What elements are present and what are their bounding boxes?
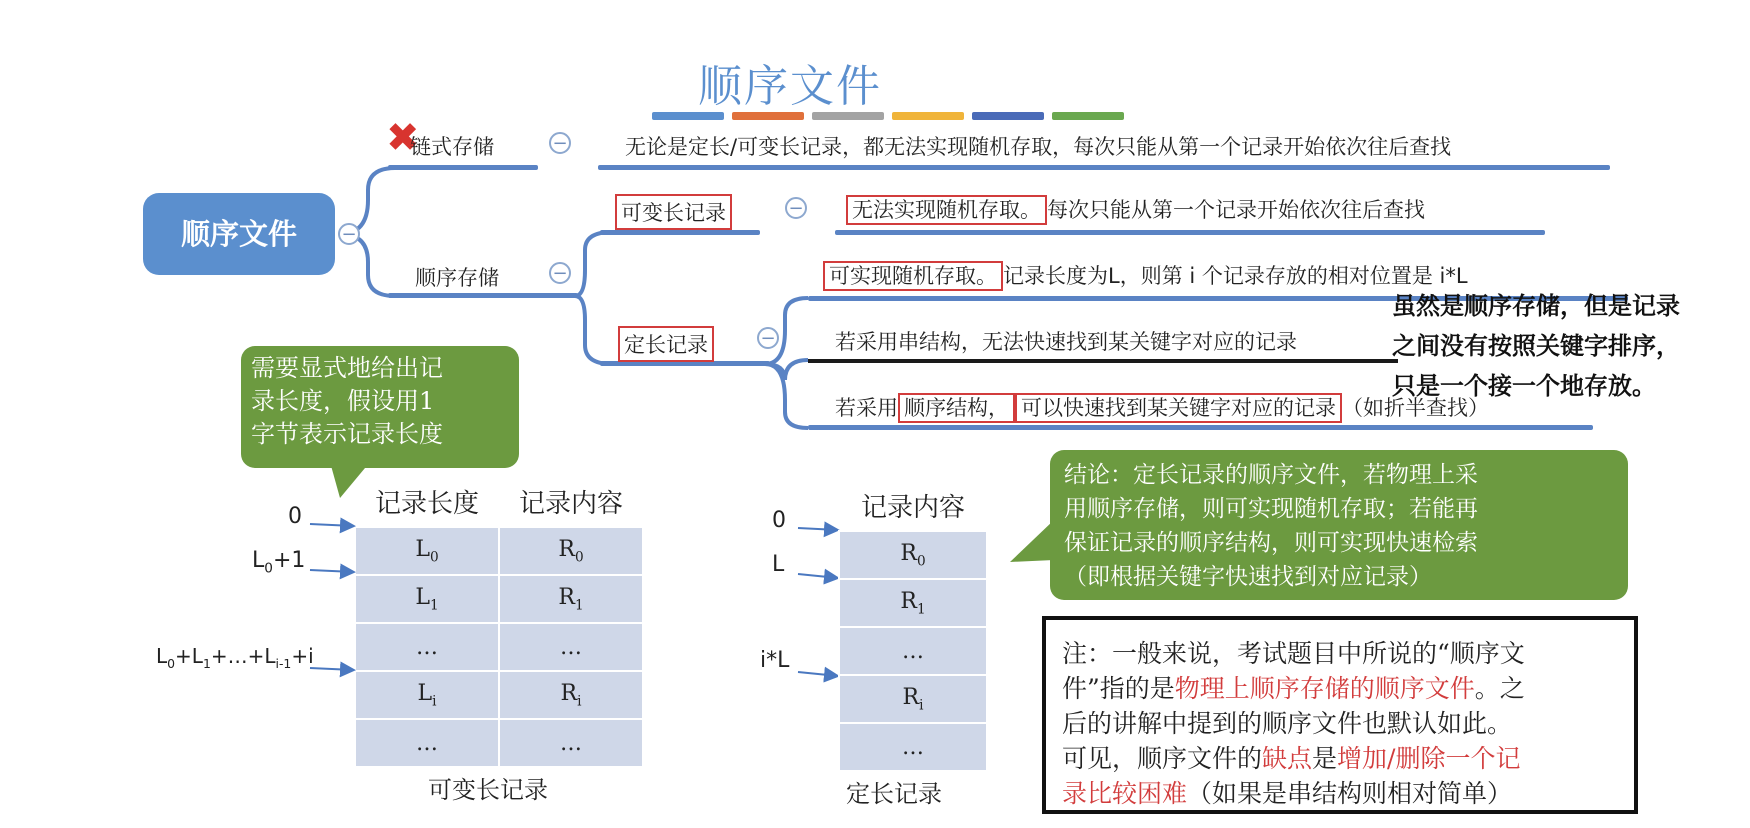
callout-line: 用顺序存储，则可实现随机存取；若能再 [1064, 496, 1478, 522]
pointer-label: $L_0+L_1+\dots+L_{i-1}+i$ [156, 644, 314, 671]
callout-line: 需要显式地给出记 [251, 354, 443, 382]
table-cell: … [839, 723, 987, 771]
page-title: 顺序文件 [698, 61, 882, 112]
note-line: 件”指的是物理上顺序存储的顺序文件。之 [1062, 674, 1525, 703]
callout-line: 保证记录的顺序结构，则可实现快速检索 [1064, 530, 1478, 556]
table-cell: … [355, 719, 499, 767]
callout-line: 字节表示记录长度 [251, 420, 443, 448]
branch-chain-label: 链式存储 [410, 135, 494, 159]
pointer-label: 0 [772, 508, 786, 533]
root-node: 顺序文件 [143, 193, 335, 275]
collapse-toggle[interactable]: − [757, 327, 779, 349]
table-header: 记录内容 [518, 489, 623, 519]
fixed-item-3-box1: 顺序结构， [898, 393, 1015, 423]
callout-line: 结论：定长记录的顺序文件，若物理上采 [1064, 462, 1478, 488]
fixed-item-2: 若采用串结构，无法快速找到某关键字对应的记录 [835, 330, 1297, 354]
branch-seq-label: 顺序存储 [415, 266, 499, 290]
table-cell: $L_0$ [355, 527, 499, 575]
fixed-item-3-box2: 可以快速找到某关键字对应的记录 [1015, 393, 1342, 423]
side-note-line: 虽然是顺序存储，但是记录 [1392, 292, 1680, 320]
collapse-toggle[interactable]: − [549, 262, 571, 284]
fixed-table-caption: 定长记录 [846, 780, 942, 808]
side-note-line: 只是一个接一个地存放。 [1392, 372, 1656, 400]
note-line: 注：一般来说，考试题目中所说的“顺序文 [1062, 639, 1525, 668]
fixed-item-1-boxed: 可实现随机存取。 [823, 261, 1003, 291]
variable-record-label: 可变长记录 [615, 194, 732, 230]
fixed-record-table [838, 486, 988, 772]
table-cell: $R_1$ [499, 575, 643, 623]
fixed-item-1-rest: 记录长度为L，则第 i 个记录存放的相对位置是 i*L [1003, 264, 1468, 288]
pointer-label: L [772, 552, 785, 577]
variable-record-desc-rest: 每次只能从第一个记录开始依次往后查找 [1047, 198, 1425, 222]
callout-line: （即根据关键字快速找到对应记录） [1064, 564, 1432, 590]
collapse-toggle[interactable]: − [785, 197, 807, 219]
variable-record-desc-boxed: 无法实现随机存取。 [846, 195, 1047, 225]
pointer-label: i*L [760, 648, 790, 673]
table-cell: … [355, 623, 499, 671]
note-box [1042, 616, 1638, 814]
table-cell: … [839, 627, 987, 675]
pointer-label: 0 [288, 504, 302, 529]
table-cell: … [499, 719, 643, 767]
table-cell: $R_1$ [839, 579, 987, 627]
collapse-toggle[interactable]: − [338, 223, 360, 245]
fixed-record-label: 定长记录 [618, 326, 714, 362]
note-line: 后的讲解中提到的顺序文件也默认如此。 [1062, 709, 1513, 738]
table-cell: $R_0$ [499, 527, 643, 575]
variable-table-caption: 可变长记录 [428, 776, 548, 804]
collapse-toggle[interactable]: − [549, 132, 571, 154]
table-cell: $R_i$ [499, 671, 643, 719]
pointer-label: $L_0+1$ [252, 548, 306, 577]
table-cell: $R_0$ [839, 531, 987, 579]
fixed-item-3-post: （如折半查找） [1342, 396, 1489, 420]
table-cell: $L_1$ [355, 575, 499, 623]
cross-mark-icon: ✖ [386, 115, 420, 161]
branch-chain-desc: 无论是定长/可变长记录，都无法实现随机存取，每次只能从第一个记录开始依次往后查找 [625, 135, 1452, 159]
callout-line: 录长度，假设用1 [251, 387, 435, 415]
table-cell: $R_i$ [839, 675, 987, 723]
note-line: 可见，顺序文件的缺点是增加/删除一个记 [1062, 744, 1521, 773]
table-header: 记录长度 [374, 489, 479, 519]
note-line: 录比较困难（如果是串结构则相对简单） [1062, 779, 1513, 808]
table-cell: … [499, 623, 643, 671]
side-note-line: 之间没有按照关键字排序， [1392, 332, 1680, 360]
fixed-item-3-pre: 若采用 [835, 396, 898, 420]
table-header: 记录内容 [860, 493, 965, 523]
table-cell: $L_i$ [355, 671, 499, 719]
